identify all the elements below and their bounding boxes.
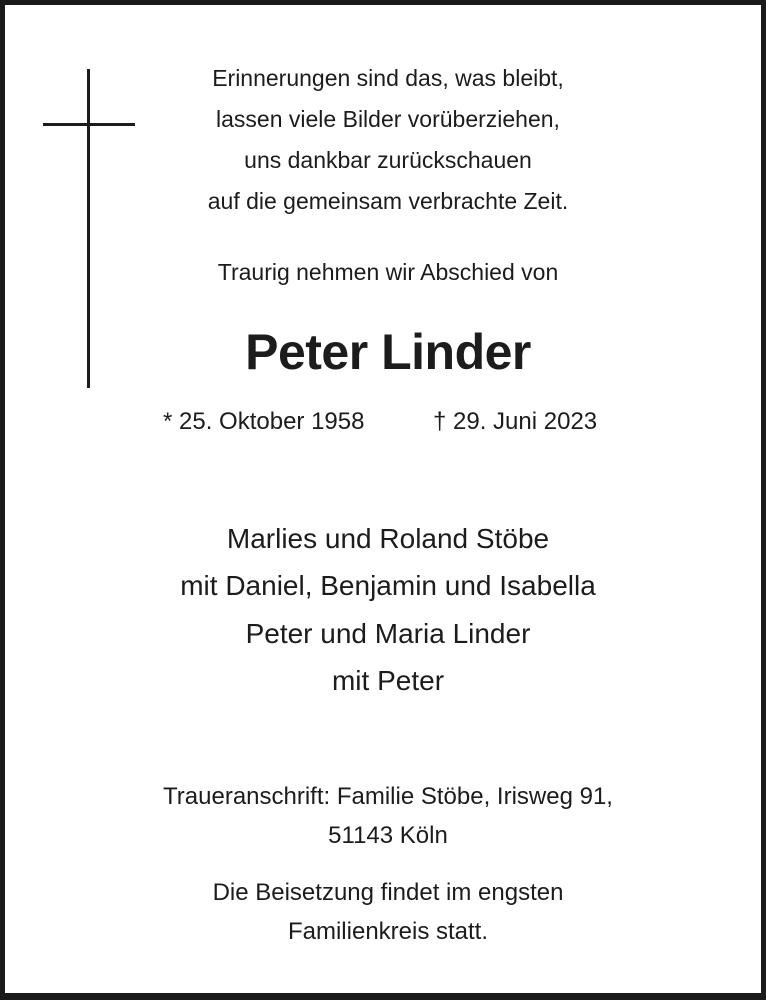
mourner-line-2: mit Daniel, Benjamin und Isabella: [180, 570, 596, 601]
verse-line-2: lassen viele Bilder vorüberziehen,: [216, 106, 560, 132]
death-date: † 29. Juni 2023: [433, 408, 598, 435]
intro-text: Traurig nehmen wir Abschied von: [217, 259, 559, 285]
burial-line-1: Die Beisetzung findet im engsten: [212, 879, 564, 906]
mourner-line-4: mit Peter: [331, 665, 445, 696]
address-line-2: 51143 Köln: [328, 822, 448, 849]
verse-line-1: Erinnerungen sind das, was bleibt,: [212, 65, 564, 91]
birth-date: * 25. Oktober 1958: [163, 408, 365, 435]
deceased-name: Peter Linder: [245, 324, 531, 380]
verse-line-4: auf die gemeinsam verbrachte Zeit.: [207, 188, 569, 214]
verse-line-3: uns dankbar zurückschauen: [244, 147, 532, 173]
mourner-line-1: Marlies und Roland Stöbe: [226, 523, 550, 554]
burial-line-2: Familienkreis statt.: [287, 918, 489, 945]
mourner-line-3: Peter und Maria Linder: [245, 618, 531, 649]
address-line-1: Traueranschrift: Familie Stöbe, Irisweg 91,: [163, 783, 613, 810]
